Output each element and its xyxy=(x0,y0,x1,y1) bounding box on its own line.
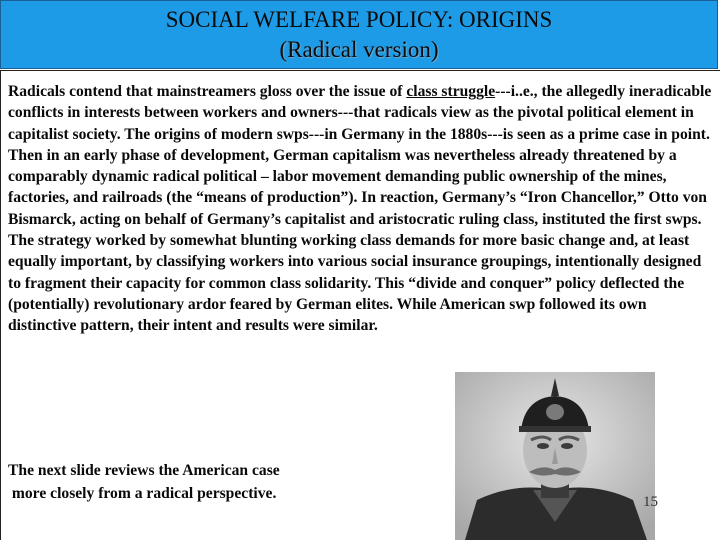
body-text-part2: ---i..e., the allegedly ineradicable conflicts in interests between workers and owners---that radicals view as the pivotal political element in capitalist society. The origins of modern swps---in Germany in the 1880s---is seen as a prime case in point. Then in an early phase of development, German capitalism was nevertheless already threatened by a comparably dynamic radical political – labor movement demanding public ownership of the mines, factories, and railroads (the “means of production”). In reaction, Germany’s “Iron Chancellor,” Otto von Bismarck, acting on behalf of Germany’s capitalist and aristocratic ruling class, instituted the first swps. The strategy worked by somewhat blunting working class demands for more basic change and, at least equally important, by classifying workers into various social insurance groupings, intentionally designed to fragment their capacity for common class solidarity. This “divide and conquer” policy deflected the (potentially) revolutionary ardor feared by German elites. While American swp followed its own distinctive pattern, their intent and results were similar. xyxy=(8,83,712,335)
title-banner xyxy=(0,0,718,69)
body-underlined-term: class struggle xyxy=(406,83,496,100)
next-slide-note xyxy=(8,459,348,505)
next-note-line1: The next slide reviews the American case xyxy=(8,462,280,479)
bismarck-portrait-image xyxy=(455,372,655,540)
body-text-part1: Radicals contend that mainstreamers gloss over the issue of xyxy=(8,83,407,100)
page-number: 15 xyxy=(643,494,658,510)
portrait-illustration xyxy=(455,372,655,540)
slide-subtitle: (Radical version) xyxy=(279,37,439,62)
next-note-line2: more closely from a radical perspective. xyxy=(8,485,277,502)
body-paragraph xyxy=(8,81,714,337)
slide-title: SOCIAL WELFARE POLICY: ORIGINS xyxy=(165,7,553,32)
